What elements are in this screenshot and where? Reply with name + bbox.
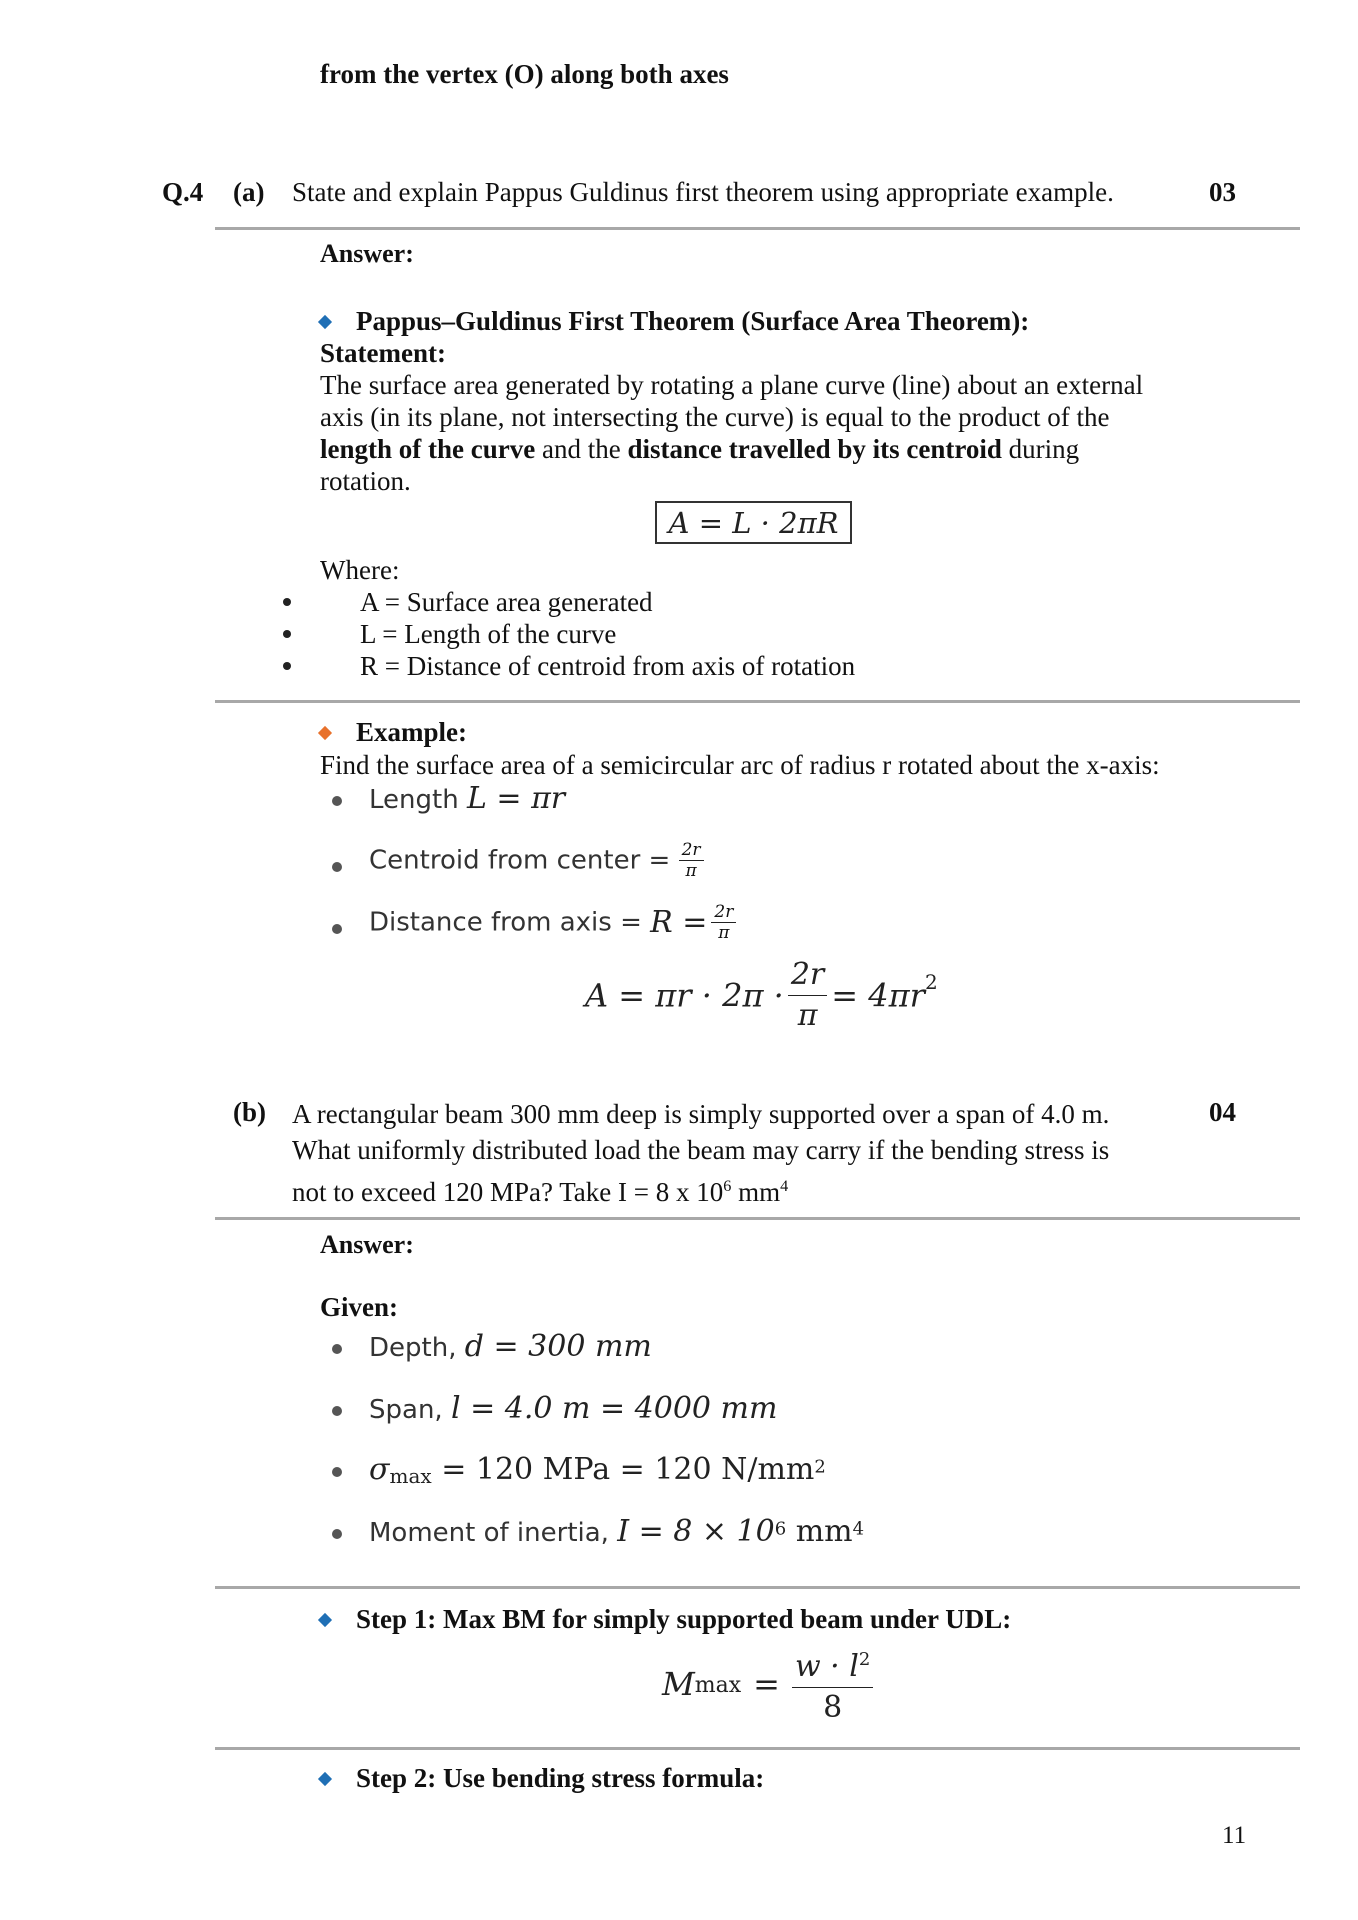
bullet-icon — [283, 630, 291, 638]
divider — [215, 1586, 1300, 1589]
diamond-bullet-icon — [318, 1772, 332, 1786]
fraction: $\frac{2r}{\pi}$ — [679, 840, 704, 881]
given-span: Span, l = 4.0 m = 4000 mm — [369, 1391, 777, 1426]
where-label: Where: — [320, 555, 400, 585]
part-a-question: State and explain Pappus Guldinus first theorem using appropriate example. — [292, 177, 1114, 207]
example-distance: Distance from axis = R = $\frac{2r}{\pi}$ — [369, 902, 736, 943]
diamond-bullet-icon — [318, 726, 332, 740]
bullet-icon — [332, 1529, 342, 1539]
statement-line: rotation. — [320, 466, 411, 496]
list-item: A = Surface area generated — [320, 586, 653, 618]
bullet-icon — [332, 924, 342, 934]
example-length: Length L = πr — [369, 781, 565, 816]
list-item: R = Distance of centroid from axis of rotation — [320, 650, 855, 682]
question-number: Q.4 — [162, 177, 204, 207]
bullet-icon — [332, 1344, 342, 1354]
given-stress: $\sigma_{max} = 120$ MPa = 120 $N/mm^2$ — [369, 1452, 826, 1488]
example-result: A = πr · 2π · $\frac{2r}{\pi}$ = $4\pi r^2$ — [585, 955, 938, 1036]
statement-line: axis (in its plane, not intersecting the curve) is equal to the product of the — [320, 402, 1110, 432]
diamond-bullet-icon — [318, 315, 332, 329]
page-number: 11 — [1222, 1822, 1247, 1849]
example-text: Find the surface area of a semicircular arc of radius r rotated about the x-axis: — [320, 750, 1160, 780]
fraction: $\frac{w \cdot l^2}{8}$ — [792, 1640, 873, 1728]
part-a-label: (a) — [233, 177, 265, 207]
step2-heading: Step 2: Use bending stress formula: — [320, 1762, 764, 1794]
bullet-icon — [283, 662, 291, 670]
part-b-marks: 04 — [1209, 1097, 1236, 1127]
theorem-heading: Pappus–Guldinus First Theorem (Surface Area Theorem): — [320, 305, 1029, 337]
statement-line: length of the curve and the distance travelled by its centroid during — [320, 434, 1080, 464]
given-depth: Depth, d = 300 mm — [369, 1329, 652, 1364]
fraction: $\frac{2r}{\pi}$ — [788, 955, 827, 1036]
continuation-line: from the vertex (O) along both axes — [320, 59, 729, 89]
diamond-bullet-icon — [318, 1613, 332, 1627]
fraction: $\frac{2r}{\pi}$ — [711, 902, 736, 943]
part-a-marks: 03 — [1209, 177, 1236, 207]
boxed-formula: A = L · 2πR — [655, 501, 852, 544]
answer-label: Answer: — [320, 1230, 414, 1259]
example-centroid: Centroid from center = $\frac{2r}{\pi}$ — [369, 840, 704, 881]
step1-formula: $M_{max}$ = $\frac{w \cdot l^2}{8}$ — [662, 1640, 873, 1728]
example-heading: Example: — [320, 716, 467, 748]
step1-heading: Step 1: Max BM for simply supported beam under UDL: — [320, 1603, 1011, 1635]
statement-label: Statement: — [320, 338, 446, 368]
divider — [215, 1217, 1300, 1220]
divider — [215, 700, 1300, 703]
list-item: L = Length of the curve — [320, 618, 616, 650]
bullet-icon — [332, 862, 342, 872]
bullet-icon — [332, 1467, 342, 1477]
part-b-question: A rectangular beam 300 mm deep is simply supported over a span of 4.0 m. What uniformly distributed load the beam may carry if the bending stress is not to exceed 120 MPa? Take I = 8 x $10^6$ $mm^4$ — [292, 1099, 1110, 1207]
bullet-icon — [332, 1406, 342, 1416]
part-b-label: (b) — [233, 1097, 266, 1127]
bullet-icon — [332, 796, 342, 806]
given-label: Given: — [320, 1292, 398, 1322]
answer-label: Answer: — [320, 239, 414, 268]
divider — [215, 227, 1300, 230]
divider — [215, 1747, 1300, 1750]
statement-line: The surface area generated by rotating a plane curve (line) about an external — [320, 370, 1144, 400]
bullet-icon — [283, 598, 291, 606]
given-moi: Moment of inertia, $I = 8 \times 10^6$ $mm^4$ — [369, 1514, 864, 1549]
